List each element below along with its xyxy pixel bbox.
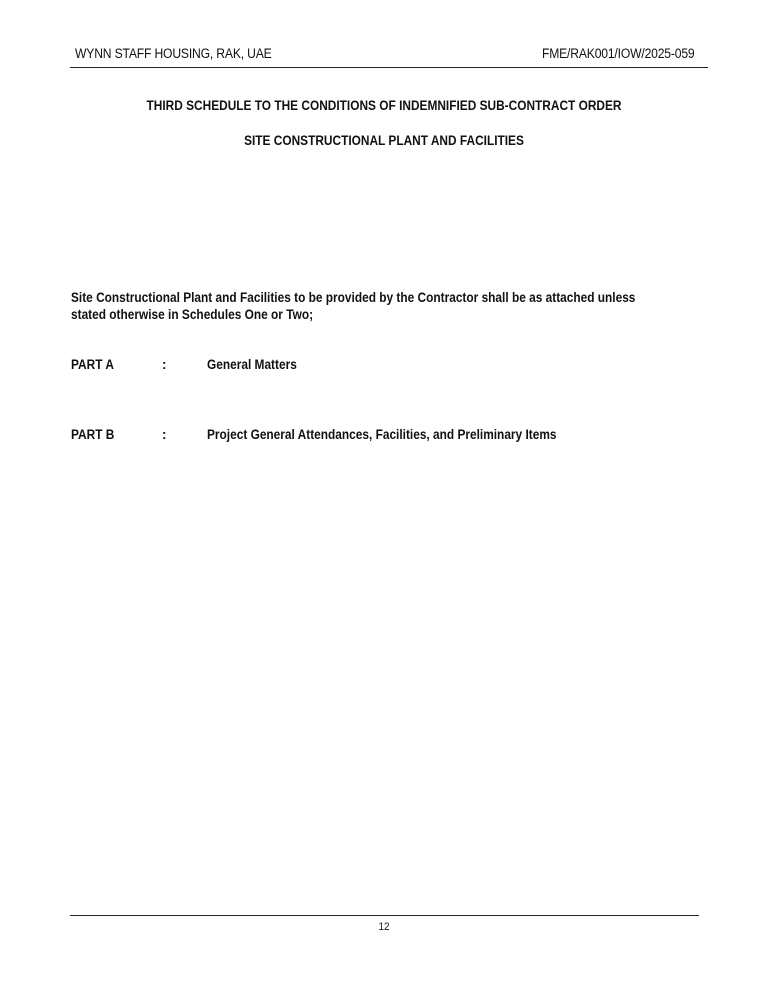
footer-divider: [70, 915, 699, 916]
part-description: General Matters: [207, 357, 297, 372]
schedule-title: THIRD SCHEDULE TO THE CONDITIONS OF INDEMNIFIED SUB-CONTRACT ORDER: [146, 98, 622, 113]
page-header: [70, 46, 708, 68]
part-description: Project General Attendances, Facilities, and Preliminary Items: [207, 427, 557, 442]
project-name: WYNN STAFF HOUSING, RAK, UAE: [75, 46, 272, 61]
part-separator: :: [162, 427, 167, 442]
document-reference: FME/RAK001/IOW/2025-059: [541, 46, 694, 61]
part-label: PART B: [71, 427, 115, 442]
intro-line: Site Constructional Plant and Facilities to be provided by the Contractor shall be as attached unless: [71, 290, 636, 305]
page-number: 12: [378, 921, 390, 933]
part-label: PART A: [71, 357, 114, 372]
header-divider: [70, 67, 708, 68]
intro-paragraph: [71, 289, 669, 323]
part-separator: :: [162, 357, 167, 372]
schedule-subtitle: SITE CONSTRUCTIONAL PLANT AND FACILITIES: [244, 133, 524, 148]
intro-line: stated otherwise in Schedules One or Two;: [71, 307, 314, 322]
